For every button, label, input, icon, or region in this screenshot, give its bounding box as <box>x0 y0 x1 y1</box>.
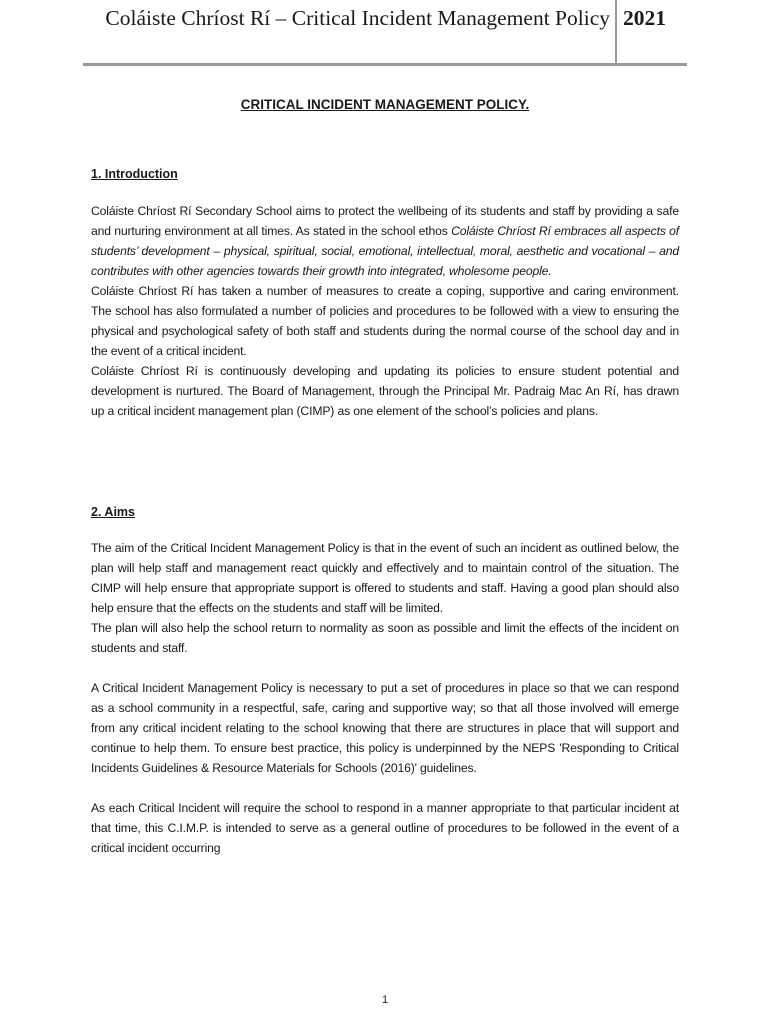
introduction-paragraph-3: Coláiste Chríost Rí is continuously developing and updating its policies to ensure student potential and development is nurtured. The Board of Management, through the Principal Mr. Padraig Mac An Rí, has drawn up a critical incident management plan (CIMP) as one element of the school’s policies and plans. <box>91 364 679 418</box>
introduction-paragraph-2: Coláiste Chríost Rí has taken a number of measures to create a coping, supportive and caring environment. The school has also formulated a number of policies and procedures to be followed with a view to ensuring the physical and psychological safety of both staff and students during the normal course of the school day and in the event of a critical incident. <box>91 284 679 358</box>
aims-paragraph-1: The aim of the Critical Incident Management Policy is that in the event of such an incident as outlined below, the plan will help staff and management react quickly and effectively and to maintain control of the situation. The CIMP will help ensure that appropriate support is offered to students and staff. Having a good plan should also help ensure that the effects on the students and staff will be limited. <box>91 541 679 615</box>
document-title: CRITICAL INCIDENT MANAGEMENT POLICY. <box>240 97 530 112</box>
header-year: 2021 <box>623 6 666 30</box>
introduction-section <box>91 201 679 421</box>
aims-paragraph-2: The plan will also help the school return to normality as soon as possible and limit the effects of the incident on students and staff. <box>91 621 679 655</box>
school-ethos-quote: Coláiste Chríost Rí embraces all aspects of students’ development – physical, spiritual, social, emotional, intellectual, moral, aesthetic and vocational – and contributes with other agencies towards their growth into integrated, wholesome people. <box>91 224 679 278</box>
aims-paragraph-3: A Critical Incident Management Policy is necessary to put a set of procedures in place so that we can respond as a school community in a respectful, safe, caring and supportive way; so that all those involved will emerge from any critical incident relating to the school knowing that there are structures in place that will support and continue to help them. To ensure best practice, this policy is underpinned by the NEPS 'Responding to Critical Incidents Guidelines & Resource Materials for Schools (2016)' guidelines. <box>91 681 679 775</box>
aims-paragraph-4: As each Critical Incident will require the school to respond in a manner appropriate to that particular incident at that time, this C.I.M.P. is intended to serve as a general outline of procedures to be followed in the event of a critical incident occurring <box>91 801 679 855</box>
header-rule <box>83 63 687 66</box>
page-number: 1 <box>381 994 389 1006</box>
page-header <box>83 0 687 66</box>
aims-heading: 2. Aims <box>91 505 136 519</box>
introduction-paragraph-1-text: Coláiste Chríost Rí Secondary School aims to protect the wellbeing of its students and staff by providing a safe and nurturing environment at all times. As stated in the school ethos <box>91 204 679 238</box>
introduction-heading: 1. Introduction <box>91 167 178 181</box>
introduction-paragraph-1 <box>91 201 679 281</box>
header-divider <box>615 0 617 64</box>
aims-section <box>91 538 679 858</box>
header-title: Coláiste Chríost Rí – Critical Incident Management Policy <box>105 6 610 30</box>
